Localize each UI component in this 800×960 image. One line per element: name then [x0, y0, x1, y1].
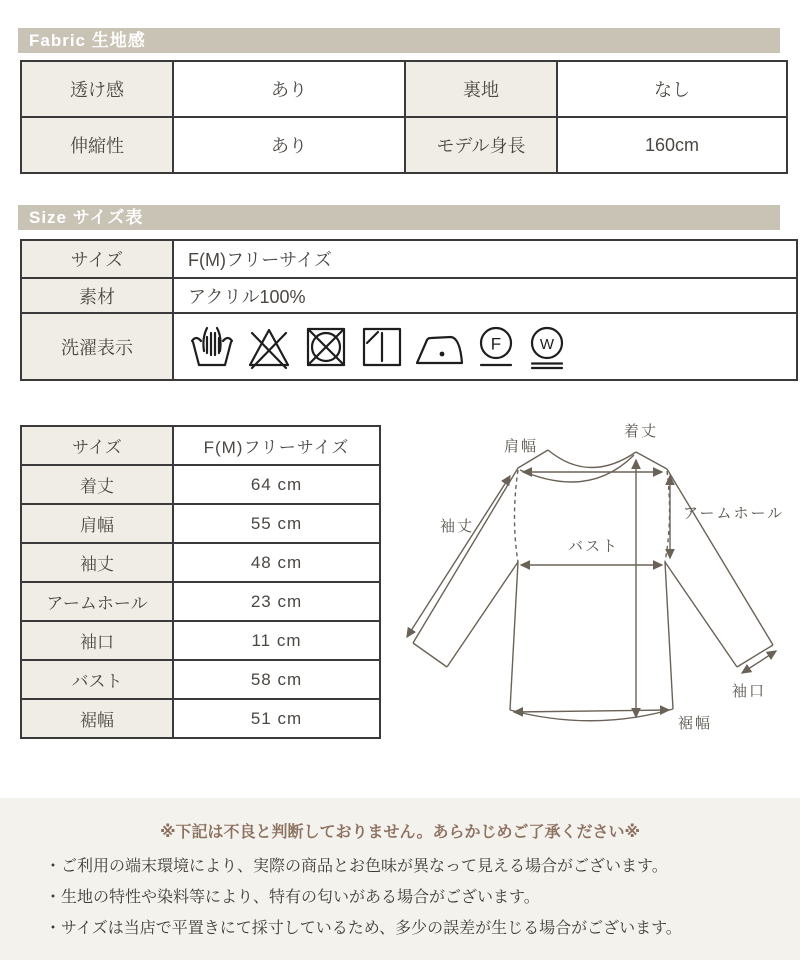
diagram-label-sleeve: 袖丈 [440, 518, 475, 535]
spec-label-size: サイズ [21, 240, 173, 278]
table-row [21, 240, 797, 278]
table-row [21, 426, 380, 465]
table-row [21, 504, 380, 543]
notes-list [45, 851, 800, 944]
measure-value-armhole: 23 cm [173, 582, 380, 621]
diagram-label-shoulder: 肩幅 [504, 438, 539, 455]
spec-label-care: 洗濯表示 [21, 313, 173, 380]
table-row [21, 313, 797, 380]
measure-value-hem: 51 cm [173, 699, 380, 738]
table-row [21, 278, 797, 313]
iron-low-heat-icon [414, 324, 466, 370]
note-item-sizing: ・サイズは当店で平置きにて採寸しているため、多少の誤差が生じる場合がございます。 [45, 920, 682, 937]
do-not-bleach-icon [245, 324, 293, 370]
measure-value-shoulder: 55 cm [173, 504, 380, 543]
wet-clean-letter: W [539, 335, 555, 353]
fabric-value-stretch: あり [173, 117, 405, 173]
table-row [21, 465, 380, 504]
measure-value-length: 64 cm [173, 465, 380, 504]
diagram-label-hem: 裾幅 [678, 715, 713, 732]
measure-value-bust: 58 cm [173, 660, 380, 699]
measure-label-cuff: 袖口 [21, 621, 173, 660]
note-item-color: ・ご利用の端末環境により、実際の商品とお色味が異なって見える場合がございます。 [45, 858, 668, 875]
measurements-table [20, 425, 381, 739]
fabric-section-header [18, 28, 780, 53]
spec-value-material: アクリル100% [173, 278, 797, 313]
table-row [21, 543, 380, 582]
fabric-section-title: Fabric 生地感 [29, 31, 146, 50]
fabric-value-sheerness: あり [173, 61, 405, 117]
care-symbols-row [188, 324, 796, 370]
fabric-label-lining: 裏地 [405, 61, 557, 117]
spec-value-size: F(M)フリーサイズ [173, 240, 797, 278]
line-dry-in-shade-icon [359, 324, 405, 370]
measure-label-armhole: アームホール [21, 582, 173, 621]
care-symbols-cell [173, 313, 797, 380]
table-row [21, 582, 380, 621]
table-row [21, 621, 380, 660]
notes-section [0, 798, 800, 960]
dry-clean-letter: F [490, 334, 502, 353]
measure-label-length: 着丈 [21, 465, 173, 504]
fabric-label-model-height: モデル身長 [405, 117, 557, 173]
diagram-label-armhole: アームホール [683, 505, 785, 522]
dry-clean-f-icon [475, 324, 517, 370]
garment-outline [413, 450, 773, 721]
diagram-label-length: 着丈 [624, 423, 659, 440]
hand-wash-icon [188, 324, 236, 370]
table-row [21, 699, 380, 738]
fabric-table [20, 60, 788, 174]
spec-label-material: 素材 [21, 278, 173, 313]
measure-label-sleeve: 袖丈 [21, 543, 173, 582]
measure-value-cuff: 11 cm [173, 621, 380, 660]
spec-table [20, 239, 798, 381]
wet-clean-w-icon [526, 324, 568, 370]
measure-header-label: サイズ [21, 426, 173, 465]
measure-header-value: F(M)フリーサイズ [173, 426, 380, 465]
note-item-smell: ・生地の特性や染料等により、特有の匂いがある場合がございます。 [45, 889, 540, 906]
size-section-title: Size サイズ表 [29, 208, 144, 227]
diagram-label-cuff: 袖口 [732, 683, 767, 700]
measure-label-hem: 裾幅 [21, 699, 173, 738]
size-section-header [18, 205, 780, 230]
measure-value-sleeve: 48 cm [173, 543, 380, 582]
fabric-label-stretch: 伸縮性 [21, 117, 173, 173]
do-not-tumble-dry-icon [302, 324, 350, 370]
measure-label-bust: バスト [21, 660, 173, 699]
garment-measurement-diagram [400, 420, 795, 765]
fabric-value-lining: なし [557, 61, 787, 117]
diagram-label-bust: バスト [568, 538, 620, 555]
table-row [21, 61, 787, 117]
fabric-value-model-height: 160cm [557, 117, 787, 173]
measurement-arrows [407, 460, 776, 717]
fabric-label-sheerness: 透け感 [21, 61, 173, 117]
measure-label-shoulder: 肩幅 [21, 504, 173, 543]
notes-heading: ※下記は不良と判断しておりません。あらかじめご了承ください※ [159, 824, 641, 841]
table-row [21, 117, 787, 173]
table-row [21, 660, 380, 699]
